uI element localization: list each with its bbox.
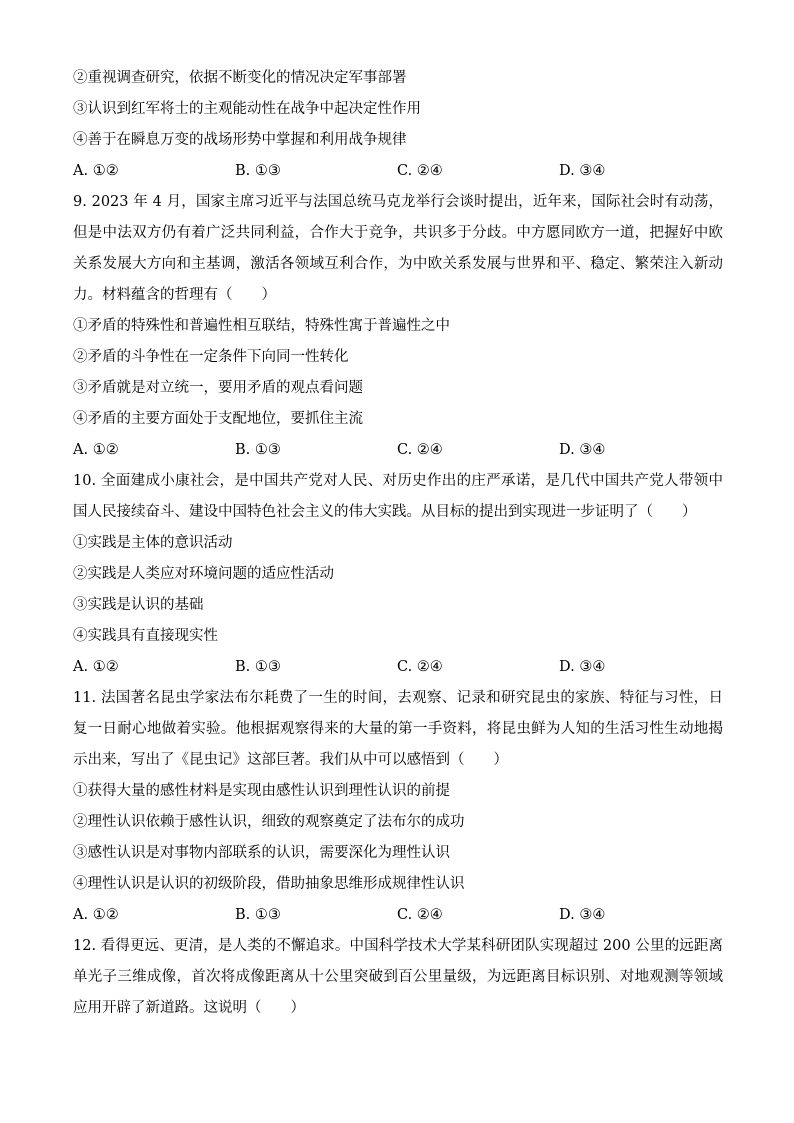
question-content xyxy=(73,63,723,1024)
q9-choice-d: D. ③④ xyxy=(559,442,606,458)
q11-choices xyxy=(73,900,723,931)
q11-stem: 11. 法国著名昆虫学家法布尔耗费了一生的时间，去观察、记录和研究昆虫的家族、特征与习性，日复一日耐心地做着实验。他根据观察得来的大量的第一手资料，将昆虫鲜为人知的生活习性生动地揭示出来，写出了《昆虫记》这部巨著。我们从中可以感悟到（ ） xyxy=(73,690,723,768)
q10-choice-a: A. ①② xyxy=(73,659,119,675)
q11-choice-b: B. ①③ xyxy=(235,907,281,923)
q9-option-1: ①矛盾的特殊性和普遍性相互联结，特殊性寓于普遍性之中 xyxy=(73,318,450,334)
q10-option-3: ③实践是认识的基础 xyxy=(73,597,204,613)
q10-option-1: ①实践是主体的意识活动 xyxy=(73,535,233,551)
q10-choice-c: C. ②④ xyxy=(397,659,443,675)
q9-choices xyxy=(73,435,723,466)
q10-choice-b: B. ①③ xyxy=(235,659,281,675)
q8-choice-d: D. ③④ xyxy=(559,163,606,179)
q9-choice-a: A. ①② xyxy=(73,442,119,458)
q11-option-4: ④理性认识是认识的初级阶段，借助抽象思维形成规律性认识 xyxy=(73,876,465,892)
q10-choices xyxy=(73,652,723,683)
q12-stem: 12. 看得更远、更清，是人类的不懈追求。中国科学技术大学某科研团队实现超过 200 公里的远距离单光子三维成像，首次将成像距离从十公里突破到百公里量级，为远距离目标识别、对地观测等领域应用开辟了新道路。这说明（ ） xyxy=(73,938,723,1016)
q8-option-2: ②重视调查研究，依据不断变化的情况决定军事部署 xyxy=(73,70,407,86)
q10-choice-d: D. ③④ xyxy=(559,659,606,675)
q11-choice-d: D. ③④ xyxy=(559,907,606,923)
q9-option-2: ②矛盾的斗争性在一定条件下向同一性转化 xyxy=(73,349,349,365)
q9-stem: 9. 2023 年 4 月，国家主席习近平与法国总统马克龙举行会谈时提出，近年来，国际社会时有动荡，但是中法双方仍有着广泛共同利益，合作大于竞争，共识多于分歧。中方愿同欧方一道，把握好中欧关系发展大方向和主基调，激活各领域互利合作，为中欧关系发展与世界和平、稳定、繁荣注入新动力。材料蕴含的哲理有（ ） xyxy=(73,194,723,303)
q11-option-2: ②理性认识依赖于感性认识，细致的观察奠定了法布尔的成功 xyxy=(73,814,465,830)
q11-option-3: ③感性认识是对事物内部联系的认识，需要深化为理性认识 xyxy=(73,845,450,861)
q10-stem: 10. 全面建成小康社会，是中国共产党对人民、对历史作出的庄严承诺，是几代中国共产党人带领中国人民接续奋斗、建设中国特色社会主义的伟大实践。从目标的提出到实现进一步证明了（ ） xyxy=(73,473,723,520)
q10-option-2: ②实践是人类应对环境问题的适应性活动 xyxy=(73,566,334,582)
q11-choice-c: C. ②④ xyxy=(397,907,443,923)
q8-choices xyxy=(73,156,723,187)
q11-choice-a: A. ①② xyxy=(73,907,119,923)
q8-choice-a: A. ①② xyxy=(73,163,119,179)
q8-choice-c: C. ②④ xyxy=(397,163,443,179)
q10-option-4: ④实践具有直接现实性 xyxy=(73,628,218,644)
q11-option-1: ①获得大量的感性材料是实现由感性认识到理性认识的前提 xyxy=(73,783,450,799)
q8-option-3: ③认识到红军将士的主观能动性在战争中起决定性作用 xyxy=(73,101,421,117)
q9-option-3: ③矛盾就是对立统一，要用矛盾的观点看问题 xyxy=(73,380,363,396)
q9-choice-b: B. ①③ xyxy=(235,442,281,458)
q8-option-4: ④善于在瞬息万变的战场形势中掌握和利用战争规律 xyxy=(73,132,407,148)
q9-option-4: ④矛盾的主要方面处于支配地位，要抓住主流 xyxy=(73,411,363,427)
q9-choice-c: C. ②④ xyxy=(397,442,443,458)
q8-choice-b: B. ①③ xyxy=(235,163,281,179)
